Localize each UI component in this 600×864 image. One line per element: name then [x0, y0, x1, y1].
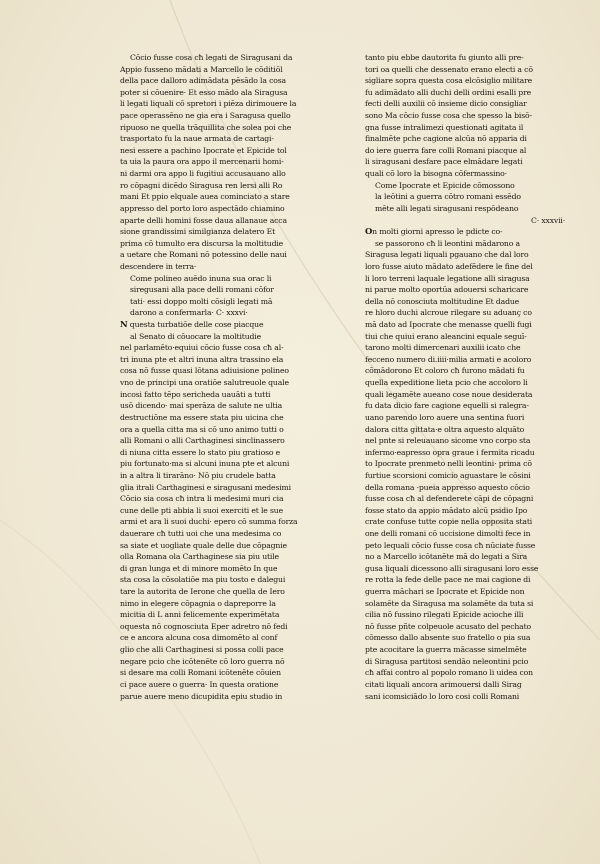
left-column-line: incosi fatto tēpo sericheda uauāti a tutti — [120, 389, 271, 399]
right-column-line: re hloro duchi alcroue rilegare su aduanç co — [365, 308, 532, 318]
right-column-line: della nō conosciuta moltitudine Et dadue — [365, 296, 520, 306]
right-text-column — [365, 52, 583, 702]
left-column-line: della pace dalloro adimādata pēsādo la cosa — [120, 76, 286, 86]
left-column-line: a uetare che Romani nō potessino delle naui — [120, 250, 287, 260]
left-column-line: Appio fusseno mādati a Marcello le cōditiōl — [120, 64, 283, 74]
left-column-line: sa siate et uogliate quale delle due cōpagnie — [120, 540, 287, 550]
left-column-line: usō dicendo· mai sperāza de salute ne ultia — [120, 401, 283, 411]
right-column-line: quella expeditione lieta pcio che accoloro li — [365, 378, 528, 388]
left-column-line: olla Romana ola Carthaginese sia piu utile — [120, 552, 279, 562]
left-column-line: piu fortunato·ma si alcuni inuna pte et alcuni — [120, 459, 290, 469]
right-column-line: ni parue molto oportūa adouersi scharicare — [365, 285, 529, 295]
left-column-line: vno de principi una oratiōe salutreuole quale — [120, 378, 289, 388]
right-column-line: quali legamēte aueano cose noue desiderata — [365, 389, 533, 399]
left-column-line: sione grandissimi similgianza delatero Et — [120, 227, 276, 237]
right-column-line: tori oa quelli che dessenato erano electi a cō — [365, 64, 533, 74]
left-column-line: ro cōpagni dicēdo Siragusa ren lersi alli Ro — [120, 180, 283, 190]
right-column-line: della romana ·pueia appresso aquesto cōcio — [365, 482, 530, 492]
left-column-line: nimo in elegere cōpagnia o dapreporre la — [120, 598, 276, 608]
left-column-line: aparte delli homini fosse daua allanaue acca — [120, 215, 287, 225]
left-column-line: Cōcio sia cosa cħ intra li medesimi muri cia — [120, 494, 284, 504]
right-column-line: cōmādorono Et coloro cħ furono mādati fu — [365, 366, 525, 376]
right-column-line: li siragusani desfare pace elmādare legati — [365, 157, 523, 167]
right-column-line: do iere guerra fare colli Romani piacque al — [365, 145, 527, 155]
right-column-line: fusse cosa cħ al defenderete cāpi de cōpagni — [365, 494, 534, 504]
right-column-line: la leōtini a guerra cōtro romani essēdo — [375, 192, 521, 202]
left-column-line: destructiōne ma essere stata piu uicina che — [120, 412, 284, 422]
right-column-line: guerra māchari se Ipocrate et Epicide non — [365, 587, 525, 597]
left-column-line: tati· essi doppo molti cōsigli legati mā — [130, 296, 273, 306]
left-column-line: trasportato fu la naue armata de cartagi- — [120, 134, 274, 144]
left-column-line: ce e ancora alcuna cosa dimomēto al conf — [120, 633, 278, 643]
left-column-line: armi et ara li suoi duchi· epero cō summa forza — [120, 517, 298, 527]
right-column-line: nō fusse pñte colpeuole acusato del pechato — [365, 621, 532, 631]
right-column-line: sono Ma cōcio fusse cosa che spesso la bisō- — [365, 111, 532, 121]
left-column-line: micitia di L anni felicemente experimētata — [120, 610, 280, 620]
right-column-line: quali cō loro la bisogna cōfermassino· — [365, 169, 507, 179]
right-column-line: loro fusse aiuto mādato adefēdere le fine del — [365, 261, 533, 271]
left-column-line: li legati liquali cō spretori i piēza dirimouere la — [120, 99, 297, 109]
right-column-line: citati liquali ancora arimouersi dalli Sirag — [365, 679, 522, 689]
right-column-line: gusa liquali dicessono alli siragusani loro esse — [365, 563, 539, 573]
right-column-line: fosse stato da appio mādato alcū psidio Ipo — [365, 505, 528, 515]
left-column-line: nel parlamēto·equiui cōcio fusse cosa cħ al- — [120, 343, 284, 353]
left-column-line: al Senato di cōuocare la moltitudie — [130, 331, 262, 341]
left-column-line: alli Romani o alli Carthaginesi sinclinassero — [120, 436, 285, 446]
left-column-line: tare la autorita de Ierone che quella de Iero — [120, 587, 285, 597]
right-column-line: cōmesso dallo absente suo fratello o pia sua — [365, 633, 531, 643]
right-column-line: pte acocitare la guerra mācasse simelmēte — [365, 645, 527, 655]
right-column-line: Siragusa legati liquali pgauano che dal loro — [365, 250, 529, 260]
left-column-line: Cōcio fusse cosa cħ legati de Siragusani da — [130, 53, 293, 62]
right-column-line: mēte alli legati siragusani respōdeano — [375, 203, 519, 213]
right-column-line — [365, 226, 583, 238]
right-column-line: finalmēte pche cagione alcūa nō apparia di — [365, 134, 527, 144]
left-column-line: oquesta nō cognosciuta Eper adretro nō fedi — [120, 621, 288, 631]
left-column-line: cosa nō fusse quasi lōtana adiuisione polineo — [120, 366, 289, 376]
left-text-column — [120, 52, 338, 702]
initial-capital: N — [120, 319, 128, 330]
left-column-line: cune delle pti abbia li suoi exerciti et le sue — [120, 505, 283, 515]
left-column-line: di gran lunga et di minore momēto In que — [120, 563, 278, 573]
left-column-line: darono a confermarla· C· xxxvi· — [130, 308, 248, 318]
line-text: n molti giorni apresso le pdicte co- — [372, 227, 503, 237]
left-column-line: pace operassēno ne gia era i Saragusa quello — [120, 111, 291, 121]
initial-capital: O — [365, 226, 373, 237]
left-column-line: negare pcio che icōtenēte cō loro guerra nō — [120, 656, 285, 666]
left-column-line: ripuoso ne quella trāquillita che solea poi che — [120, 122, 292, 132]
right-column-line: solamēte da Siragusa ma solamēte da tuta si — [365, 598, 534, 608]
right-column-line: furtiue scorsioni comicio aguastare le cōsini — [365, 470, 531, 480]
left-column-line: tri inuna pte et altri inuna altra trassino ela — [120, 354, 284, 364]
right-column-line: re rotta la fede delle pace ne mai cagione di — [365, 575, 531, 585]
left-column-line: parue auere meno dicupidita epiu studio in — [120, 691, 283, 701]
right-column-line: fu adimādato alli duchi delli ordini esalli pre — [365, 87, 531, 97]
right-column-line: tarono molti dimercenari auxilii icato che — [365, 343, 521, 353]
left-column-line: si desare ma colli Romani icōtenēte cōuien — [120, 668, 281, 678]
right-column-line: se passorono cħ li leontini mādarono a — [375, 238, 520, 248]
left-column-line: ci pace auere o guerra· In questa oratione — [120, 679, 279, 689]
right-column-line: gna fusse intralimezi questionati agitata il — [365, 122, 524, 132]
left-column-line: dauerare cħ tutti uoi che una medesima co — [120, 528, 282, 538]
left-column-line: descendere in terra· — [120, 261, 197, 271]
right-column-line: infermo·eapresso opra graue i fermita ricadu — [365, 447, 535, 457]
right-column-line: uano parendo loro auere una sentina fuori — [365, 412, 525, 422]
left-column-line: mani Et ppio elquale auea cominciato a stare — [120, 192, 290, 202]
right-column-line: to Ipocrate prenmeto nelli leontini· prima cō — [365, 459, 532, 469]
right-column-line: tiui che quiui erano aleancini equale seguī- — [365, 331, 527, 341]
right-column-line: cilia nō fussino rilegati Epicide acioche illi — [365, 610, 524, 620]
left-column-line: siregusani alla pace delli romani cōfor — [130, 285, 274, 295]
left-column-line — [120, 319, 338, 331]
right-column-line: li loro terreni laquale legatione alli siragusa — [365, 273, 530, 283]
right-column-line: fecti delli auxilii cō insieme dicio consigliar — [365, 99, 527, 109]
right-column-line: dalora citta gittata·e oltra aquesto alquāto — [365, 424, 525, 434]
left-column-line: prima cō tumulto era discursa la moltitudie — [120, 238, 284, 248]
right-column-line: mā dato ad Ipocrate che menasse quelli fugi — [365, 320, 532, 330]
right-column-line: sani icomsiciādo lo loro cosi colli Romani — [365, 691, 520, 701]
right-column-line: tanto piu ebbe dautorita fu giunto alli pre- — [365, 53, 524, 62]
left-column-line: di niuna citta essere lo stato piu gratioso e — [120, 447, 281, 457]
right-column-line: crate confuse tutte copie nella opposita stati — [365, 517, 533, 527]
left-column-line: in a altra li tirarāno· Nō piu crudele batta — [120, 470, 276, 480]
right-column-line: no a Marcello icōtanēte mā do legati a Sira — [365, 552, 528, 562]
right-column-line: nel pnte si releuauano sicome vno corpo sta — [365, 436, 531, 446]
right-column-line: one delli romani cō uccisione dimolti fece in — [365, 528, 531, 538]
right-column-line: peto lequali cōcio fusse cosa cħ nūciate fusse — [365, 540, 536, 550]
left-column-line: ta uia la paura ora appo il mercenarii homi- — [120, 157, 284, 167]
left-column-line: nesi essere a pachino Ipocrate et Epicide tol — [120, 145, 287, 155]
left-column-line: Come polineo auēdo inuna sua orac li — [130, 273, 272, 283]
left-column-line: glia itrali Carthaginesi e siragusani medesimi — [120, 482, 291, 492]
right-column-line: Come Ipocrate et Epicide cōmossono — [375, 180, 515, 190]
left-column-line: ni darmi ora appo li fugitiui accusauano allo — [120, 169, 286, 179]
right-column-line: C· xxxvii· — [531, 215, 565, 225]
left-column-line: poter si cōuenire· Et esso mādo ala Siragusa — [120, 87, 288, 97]
right-column-line: cħ affai contro al popolo romano li uidea con — [365, 668, 533, 678]
left-column-line: glio che alli Carthaginesi si possa colli pace — [120, 645, 284, 655]
left-column-line: ora a quella citta ma si cō uno animo tutti o — [120, 424, 284, 434]
left-column-line: sta cosa la cōsolatiōe ma piu tosto e dalegui — [120, 575, 286, 585]
right-column-line: fu data dicio fare cagione equelli si ralegra- — [365, 401, 529, 411]
line-text: questa turbatiōe delle cose piacque — [127, 320, 264, 330]
right-column-line: sigliare sopra questa cosa elcōsiglio militare — [365, 76, 532, 86]
right-column-line: di Siragusa partitosi sendāo neleontini pcio — [365, 656, 529, 666]
right-column-line: fecceno numero di.iiii·milia armati e acoloro — [365, 354, 532, 364]
left-column-line: appresso del porto loro aspectādo chiamino — [120, 203, 285, 213]
